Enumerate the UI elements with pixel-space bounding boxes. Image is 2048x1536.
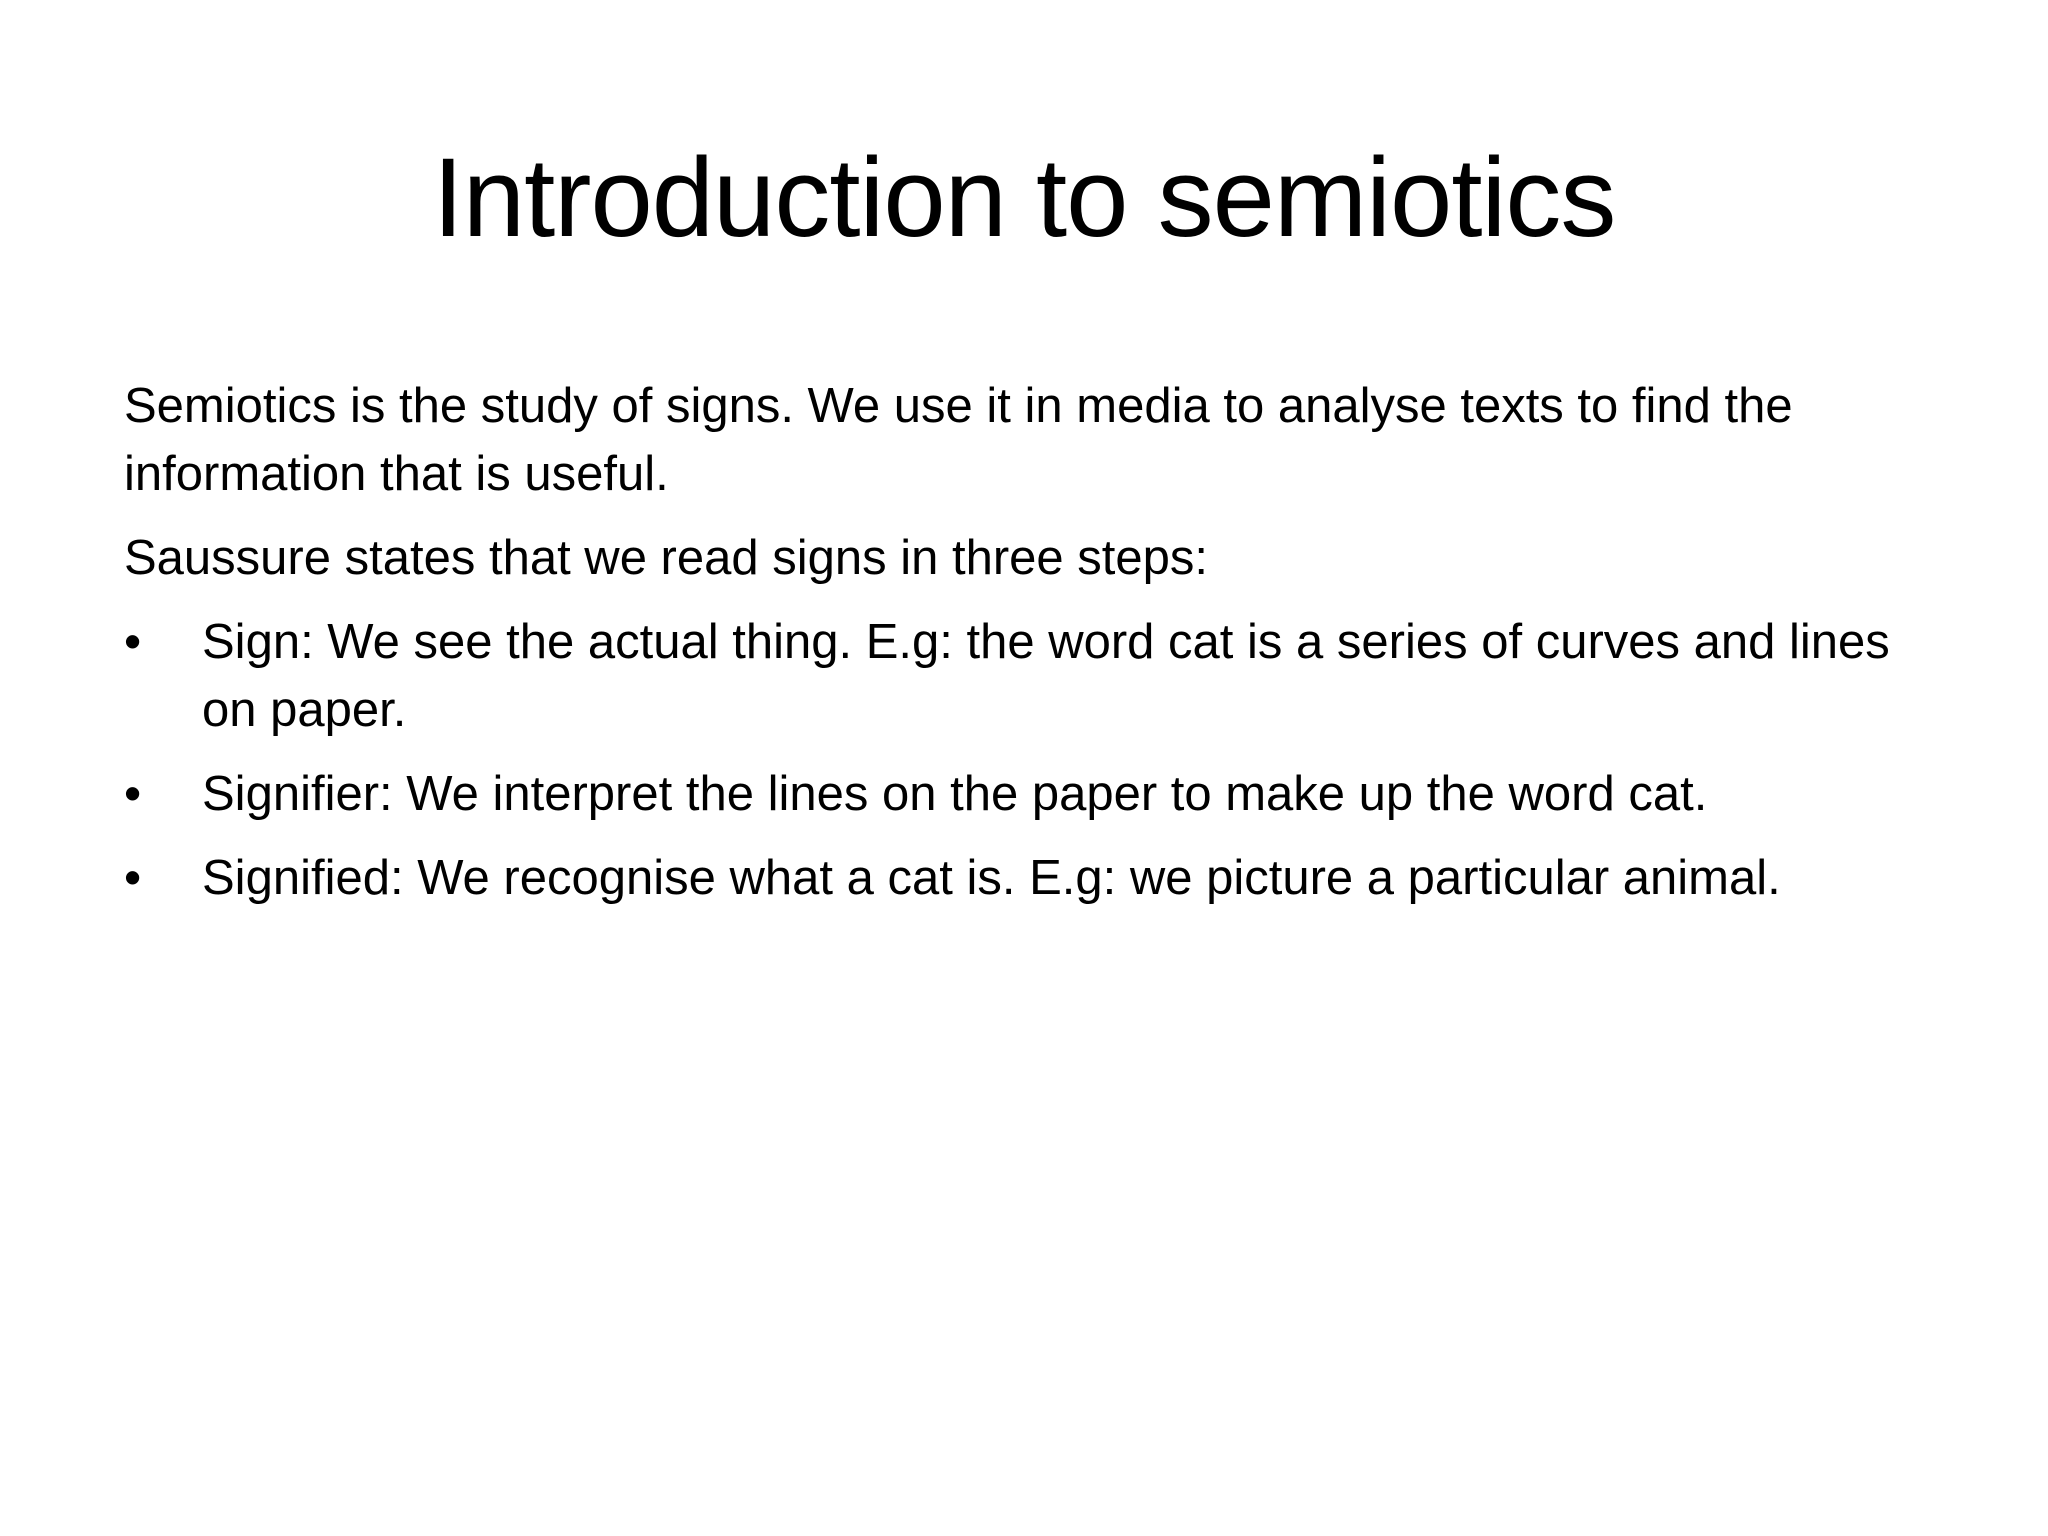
slide-title: Introduction to semiotics [432, 135, 1616, 260]
list-item-text: Signifier: We interpret the lines on the paper to make up the word cat. [202, 767, 1708, 821]
list-item-text: Signified: We recognise what a cat is. E.g: we picture a particular animal. [202, 851, 1781, 905]
bullet-icon: • [124, 615, 142, 669]
list-item-signified [124, 844, 1924, 912]
steps-intro-paragraph: Saussure states that we read signs in three steps: [124, 531, 1209, 585]
bullet-icon: • [124, 767, 142, 821]
intro-paragraph: Semiotics is the study of signs. We use it in media to analyse texts to find the information that is useful. [124, 379, 1793, 501]
list-item-sign [124, 608, 1924, 744]
list-item-signifier [124, 760, 1924, 828]
slide-body [124, 372, 1924, 928]
list-item-text: Sign: We see the actual thing. E.g: the word cat is a series of curves and lines on paper. [202, 615, 1890, 737]
bullet-icon: • [124, 851, 142, 905]
steps-list [124, 608, 1924, 912]
